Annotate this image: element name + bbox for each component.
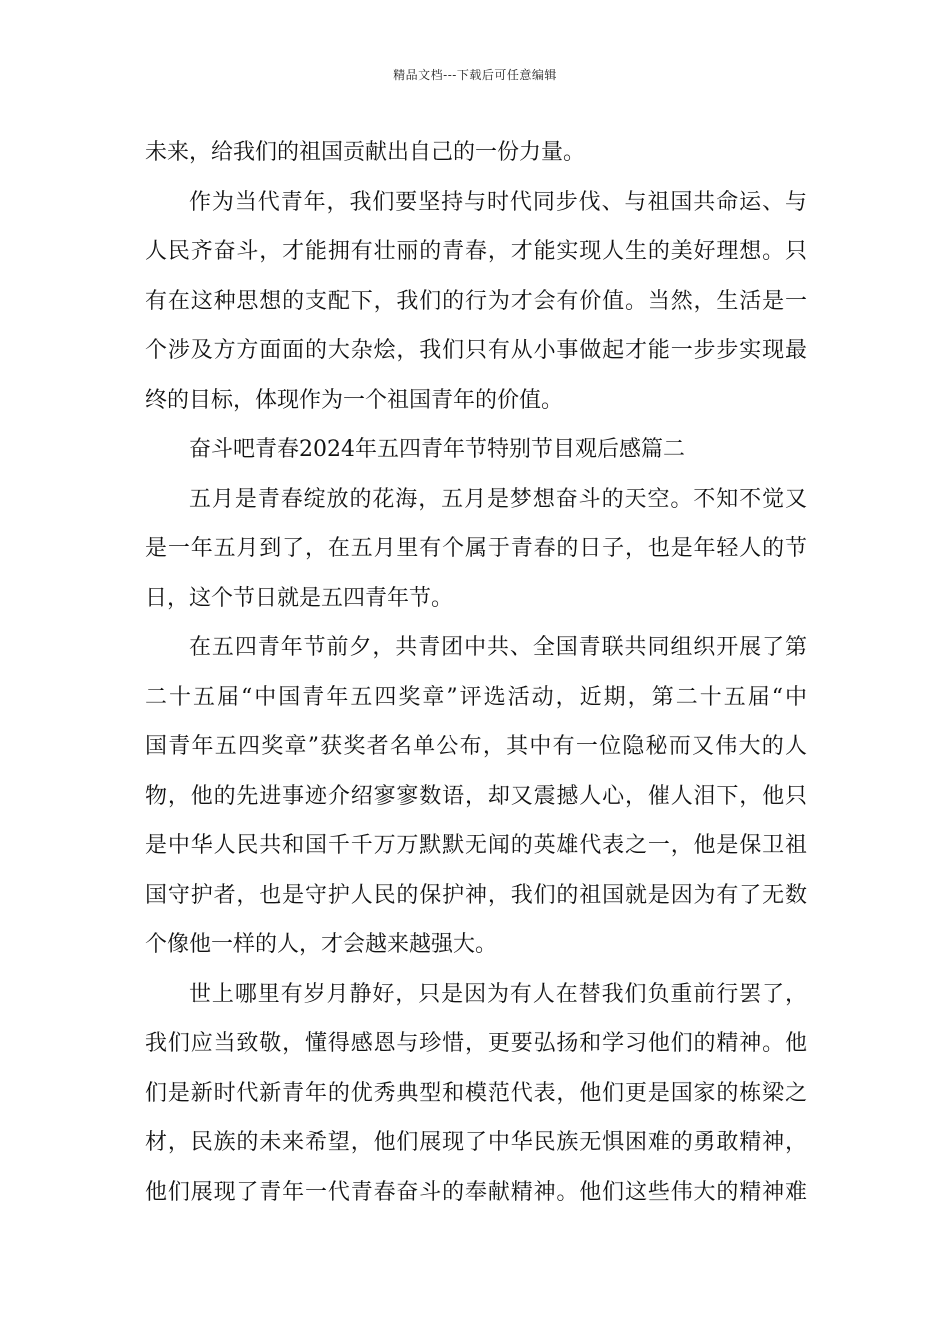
text-line: 是中华人民共和国千千万万默默无闻的英雄代表之一，他是保卫祖 — [145, 833, 807, 858]
text-line: 有在这种思想的支配下，我们的行为才会有价值。当然，生活是一 — [145, 288, 807, 314]
text-line: 是一年五月到了，在五月里有个属于青春的日子，也是年轻人的节 — [145, 536, 807, 561]
text-line: 世上哪里有岁月静好，只是因为有人在替我们负重前行罢了， — [189, 981, 807, 1007]
text-line: 终的目标，体现作为一个祖国青年的价值。 — [145, 387, 564, 413]
text-line: 材，民族的未来希望，他们展现了中华民族无惧困难的勇敢精神， — [145, 1130, 807, 1155]
text-line: 个像他一样的人，才会越来越强大。 — [145, 932, 498, 957]
text-line: 未来，给我们的祖国贡献出自己的一份力量。 — [145, 140, 586, 165]
text-line: 国守护者，也是守护人民的保护神，我们的祖国就是因为有了无数 — [145, 882, 807, 908]
text-line: 在五四青年节前夕，共青团中共、全国青联共同组织开展了第 — [189, 635, 807, 660]
text-line: 我们应当致敬，懂得感恩与珍惜，更要弘扬和学习他们的精神。他 — [145, 1031, 807, 1056]
text-line: 他们展现了青年一代青春奋斗的奉献精神。他们这些伟大的精神难 — [145, 1179, 807, 1205]
page-header: 精品文档---下载后可任意编辑 — [393, 68, 557, 82]
text-line: 二十五届“中国青年五四奖章”评选活动，近期，第二十五届“中 — [145, 684, 807, 710]
text-line: 物，他的先进事迹介绍寥寥数语，却又震撼人心，催人泪下，他只 — [145, 783, 807, 809]
text-line: 日，这个节日就是五四青年节。 — [145, 585, 454, 611]
text-line: 国青年五四奖章”获奖者名单公布，其中有一位隐秘而又伟大的人 — [145, 734, 807, 759]
text-line: 作为当代青年，我们要坚持与时代同步伐、与祖国共命运、与 — [189, 189, 807, 215]
section-heading: 奋斗吧青春2024年五四青年节特别节目观后感篇二 — [189, 437, 685, 462]
document-body — [145, 128, 807, 1217]
text-line: 五月是青春绽放的花海，五月是梦想奋斗的天空。不知不觉又 — [189, 486, 807, 512]
text-line: 个涉及方方面面的大杂烩，我们只有从小事做起才能一步步实现最 — [145, 338, 807, 363]
text-line: 人民齐奋斗，才能拥有壮丽的青春，才能实现人生的美好理想。只 — [145, 239, 807, 264]
text-line: 们是新时代新青年的优秀典型和模范代表，他们更是国家的栋梁之 — [145, 1080, 807, 1106]
